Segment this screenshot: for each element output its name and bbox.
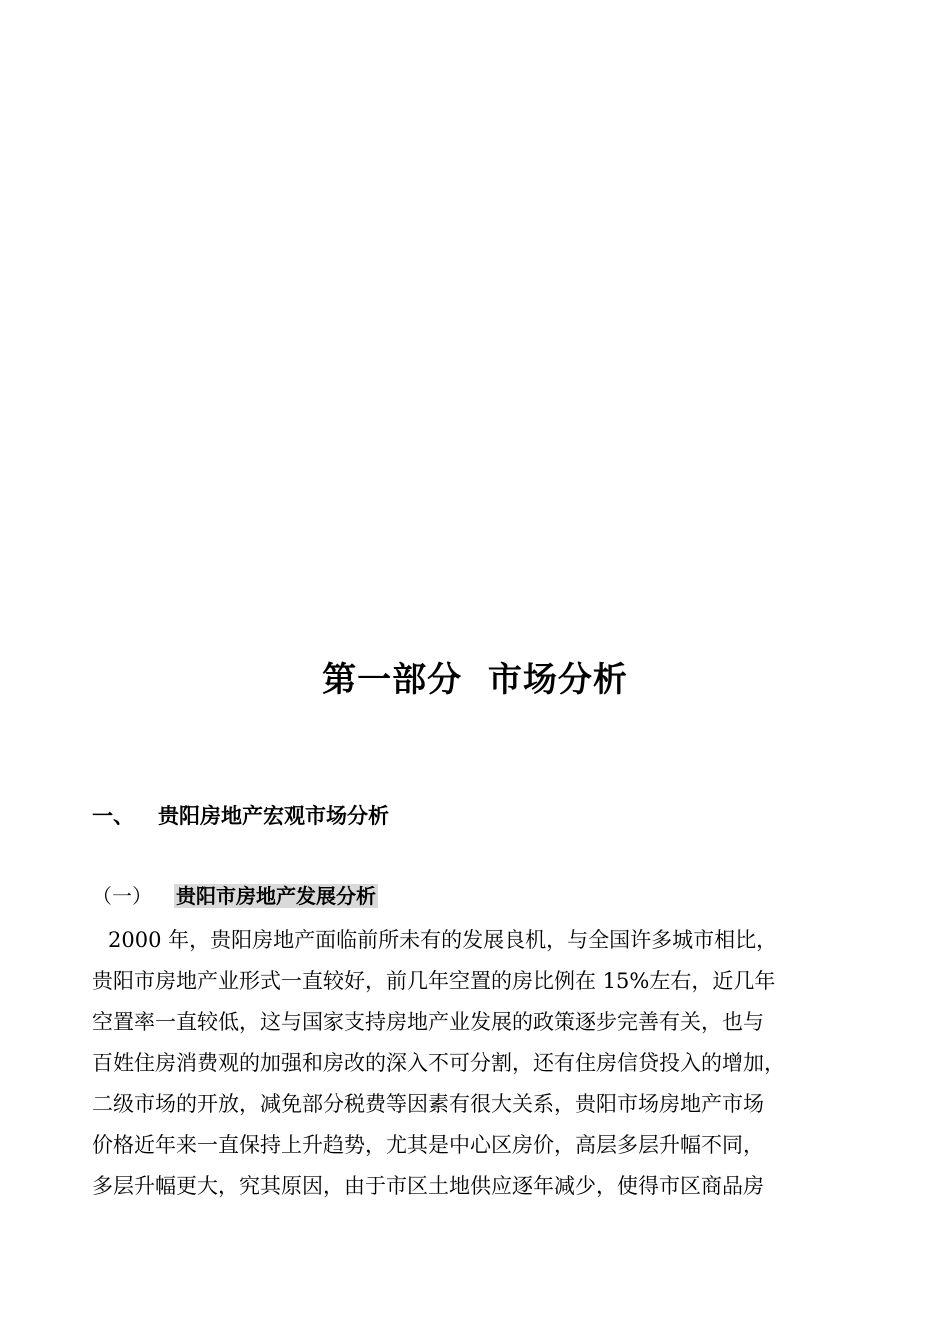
subsection-heading xyxy=(92,880,378,909)
subsection-number: （一） xyxy=(92,884,152,908)
section-heading xyxy=(92,800,389,830)
part-title: 第一部分 市场分析 xyxy=(322,660,628,700)
paragraph-line: 空置率一直较低，这与国家支持房地产业发展的政策逐步完善有关，也与 xyxy=(92,1010,764,1034)
paragraph-line: 2000 年，贵阳房地产面临前所未有的发展良机，与全国许多城市相比， xyxy=(108,928,778,952)
section-number: 一、 xyxy=(92,804,134,828)
section-title: 贵阳房地产宏观市场分析 xyxy=(158,804,389,828)
paragraph-line: 价格近年来一直保持上升趋势，尤其是中心区房价，高层多层升幅不同， xyxy=(92,1133,764,1157)
paragraph-line: 二级市场的开放，减免部分税费等因素有很大关系，贵阳市场房地产市场 xyxy=(92,1092,764,1116)
paragraph-line: 百姓住房消费观的加强和房改的深入不可分割，还有住房信贷投入的增加， xyxy=(92,1051,785,1075)
paragraph-line: 贵阳市房地产业形式一直较好，前几年空置的房比例在 15%左右，近几年 xyxy=(92,969,776,993)
subsection-title: 贵阳市房地产发展分析 xyxy=(176,884,376,908)
paragraph-line: 多层升幅更大，究其原因，由于市区土地供应逐年减少，使得市区商品房 xyxy=(92,1174,764,1198)
body-paragraph xyxy=(92,924,882,1211)
